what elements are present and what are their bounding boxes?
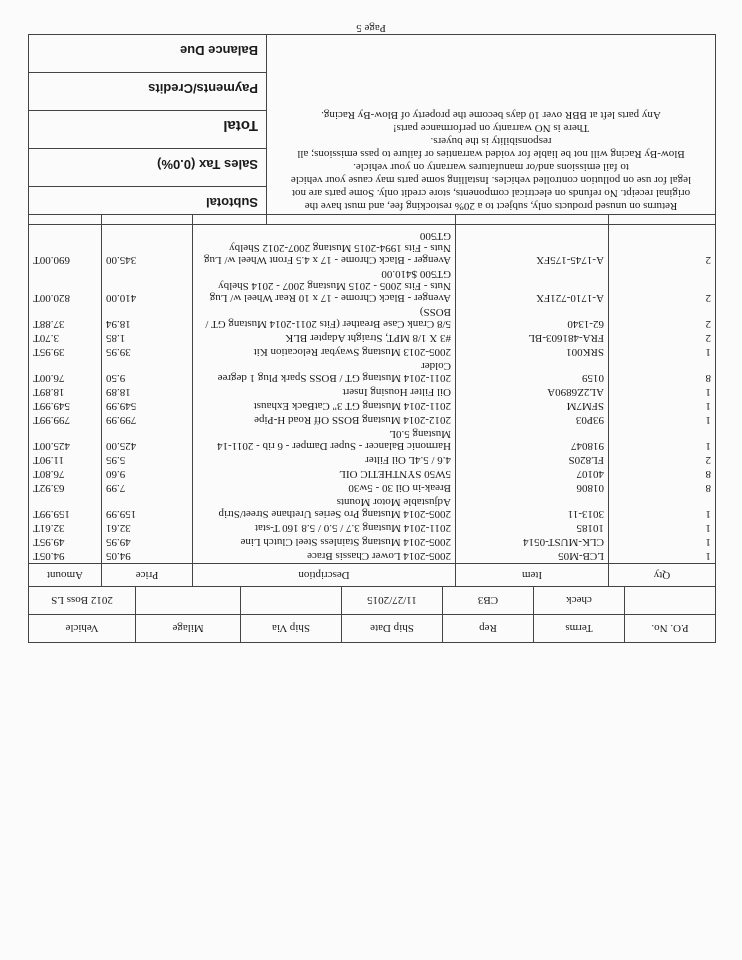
item-cell: 93P03 xyxy=(456,413,609,427)
description-line: 2011-2014 Mustang GT 3" CatBack Exhaust xyxy=(253,400,451,412)
amount-cell: 820.00T xyxy=(29,267,102,305)
description-line: GT500 $410.00 xyxy=(381,268,451,280)
amount-cell: 94.05T xyxy=(29,549,102,564)
description-cell xyxy=(193,495,456,521)
qty-cell: 1 xyxy=(609,399,716,413)
qty-cell: 1 xyxy=(609,521,716,535)
description-line: Harmonic Balancer - Super Damper - 6 rib - 2011-14 xyxy=(217,440,451,452)
description-cell xyxy=(193,305,456,331)
rep-label: Rep xyxy=(443,615,534,643)
ship-via-label: Ship Via xyxy=(241,615,342,643)
terms-line: Blow-By Racing will not be liable for voided warranties or failure to pass emissions; all xyxy=(297,148,685,160)
header-labels-row xyxy=(29,615,716,643)
description-line: Mustang 5.0L xyxy=(389,428,451,440)
price-cell: 1.85 xyxy=(102,331,193,345)
description-cell xyxy=(193,535,456,549)
description-line: Colder xyxy=(421,360,451,372)
qty-cell: 8 xyxy=(609,359,716,385)
item-cell: A-1745-175FX xyxy=(456,215,609,268)
price-cell: 32.61 xyxy=(102,521,193,535)
qty-cell: 2 xyxy=(609,305,716,331)
items-body xyxy=(29,215,716,564)
description-line: 2005-2014 Lower Chassis Brace xyxy=(307,550,451,562)
qty-cell: 2 xyxy=(609,267,716,305)
amount-cell: 425.00T xyxy=(29,427,102,453)
item-cell: 10185 xyxy=(456,521,609,535)
qty-cell: 1 xyxy=(609,385,716,399)
price-cell: 410.00 xyxy=(102,267,193,305)
item-cell: 62-1340 xyxy=(456,305,609,331)
description-cell xyxy=(193,345,456,359)
qty-cell: 2 xyxy=(609,453,716,467)
amount-cell: 18.89T xyxy=(29,385,102,399)
price-column-header: Price xyxy=(102,564,193,587)
total-label: Total xyxy=(29,111,267,149)
description-line: #3 X 1/8 MPT, Straight Adapter BLK xyxy=(285,332,451,344)
description-line: Avenger - Black Chrome - 17 x 4.5 Front Wheel w/ Lug xyxy=(203,254,451,266)
description-line: 2005-2014 Mustang Pro Series Urethane Street/Strip xyxy=(218,508,451,520)
price-cell: 5.95 xyxy=(102,453,193,467)
terms-label: Terms xyxy=(534,615,625,643)
description-line: 2005-2013 Mustang Swaybar Relocation Kit xyxy=(253,346,451,358)
amount-cell: 39.95T xyxy=(29,345,102,359)
item-cell: 0159 xyxy=(456,359,609,385)
description-line: 5W50 SYNTHETIC OIL xyxy=(339,468,451,480)
qty-cell: 2 xyxy=(609,215,716,268)
description-cell xyxy=(193,385,456,399)
description-line: Nuts - Fits 2005 - 2015 Mustang 2007 - 2014 Shelby xyxy=(218,280,451,292)
price-cell: 94.05 xyxy=(102,549,193,564)
payments-credits-label: Payments/Credits xyxy=(29,73,267,111)
description-line: 2012-2014 Mustang BOSS Off Road H-Pipe xyxy=(254,414,451,426)
table-row xyxy=(29,495,716,521)
description-cell xyxy=(193,481,456,495)
table-row xyxy=(29,305,716,331)
price-cell: 18.94 xyxy=(102,305,193,331)
description-cell xyxy=(193,521,456,535)
item-cell: CLK-MUST-0514 xyxy=(456,535,609,549)
item-cell: A-1710-721FX xyxy=(456,267,609,305)
description-line: Break-in Oil 30 - 5w30 xyxy=(348,482,451,494)
description-line: 4.6 / 5.4L Oil Filter xyxy=(365,454,451,466)
terms-line: responsibility is the buyers. xyxy=(430,135,552,147)
qty-cell: 1 xyxy=(609,345,716,359)
item-cell: 3013-11 xyxy=(456,495,609,521)
items-header-row xyxy=(29,564,716,587)
description-line: 2005-2014 Mustang Stainless Steel Clutch Line xyxy=(240,536,451,548)
amount-cell: 76.80T xyxy=(29,467,102,481)
amount-cell: 3.70T xyxy=(29,331,102,345)
ship-via-value xyxy=(241,587,342,615)
item-cell: FRA-481603-BL xyxy=(456,331,609,345)
subtotal-label: Subtotal xyxy=(29,187,267,225)
qty-cell: 1 xyxy=(609,413,716,427)
header-values-row xyxy=(29,587,716,615)
table-row xyxy=(29,535,716,549)
qty-cell: 1 xyxy=(609,535,716,549)
page-number: Page 5 xyxy=(356,22,386,34)
qty-cell: 1 xyxy=(609,427,716,453)
table-row xyxy=(29,481,716,495)
item-cell: SFM7M xyxy=(456,399,609,413)
terms-notice xyxy=(267,35,716,225)
table-row xyxy=(29,345,716,359)
price-cell: 18.89 xyxy=(102,385,193,399)
item-cell: 01806 xyxy=(456,481,609,495)
rep-value: CB3 xyxy=(443,587,534,615)
item-column-header: Item xyxy=(456,564,609,587)
amount-cell: 32.61T xyxy=(29,521,102,535)
amount-cell: 159.99T xyxy=(29,495,102,521)
table-row xyxy=(29,521,716,535)
footer-section xyxy=(28,34,716,225)
terms-line: to fail emissions and/or manufatures warranty on your vehicle. xyxy=(353,161,629,173)
po-no-value xyxy=(625,587,716,615)
price-cell: 425.00 xyxy=(102,427,193,453)
table-row xyxy=(29,549,716,564)
description-cell xyxy=(193,427,456,453)
price-cell: 9.60 xyxy=(102,467,193,481)
terms-line: Any parts left at BBR over 10 days become the property of Blow-By Racing. xyxy=(321,109,661,121)
terms-value: check xyxy=(534,587,625,615)
milage-value xyxy=(136,587,241,615)
amount-cell: 799.99T xyxy=(29,413,102,427)
price-cell: 9.50 xyxy=(102,359,193,385)
price-cell: 345.00 xyxy=(102,215,193,268)
amount-cell: 11.90T xyxy=(29,453,102,467)
ship-date-value: 11/27/2015 xyxy=(342,587,443,615)
amount-cell: 37.88T xyxy=(29,305,102,331)
amount-cell: 63.92T xyxy=(29,481,102,495)
order-header-table xyxy=(28,586,716,643)
description-cell xyxy=(193,399,456,413)
description-cell xyxy=(193,267,456,305)
table-row xyxy=(29,413,716,427)
price-cell: 799.99 xyxy=(102,413,193,427)
description-cell xyxy=(193,453,456,467)
description-line: Avenger - Black Chrome - 17 x 10 Rear Wheel w/ Lug xyxy=(209,292,451,304)
item-cell: LCB-M05 xyxy=(456,549,609,564)
amount-cell: 49.95T xyxy=(29,535,102,549)
balance-due-label: Balance Due xyxy=(29,35,267,73)
table-row xyxy=(29,467,716,481)
sales-tax-label: Sales Tax (0.0%) xyxy=(29,149,267,187)
table-row xyxy=(29,385,716,399)
price-cell: 49.95 xyxy=(102,535,193,549)
qty-cell: 1 xyxy=(609,549,716,564)
item-cell: FL820S xyxy=(456,453,609,467)
line-items-table xyxy=(28,214,716,587)
footer-row-1 xyxy=(29,187,716,225)
table-row xyxy=(29,267,716,305)
description-line: 5/8 Crank Case Breather (Fits 2011-2014 Mustang GT / xyxy=(205,318,451,330)
terms-line: There is NO warranty on performance parts! xyxy=(392,122,590,134)
terms-line: original receipt. No refunds on electrical components, store credit only. Some parts are not xyxy=(291,187,691,199)
terms-line: legal for use on pollution controlled vehicles. Installing some parts may cause your vehicle xyxy=(290,174,692,186)
table-row xyxy=(29,399,716,413)
terms-line: Returns on unused products only, subject to a 20% restocking fee, and must have the xyxy=(304,200,678,212)
amount-cell: 549.99T xyxy=(29,399,102,413)
description-cell xyxy=(193,359,456,385)
description-line: BOSS) xyxy=(419,306,451,318)
price-cell: 159.99 xyxy=(102,495,193,521)
price-cell: 549.99 xyxy=(102,399,193,413)
description-line: Adjustable Motor Mounts xyxy=(336,496,451,508)
vehicle-label: Vehicle xyxy=(29,615,136,643)
table-row xyxy=(29,453,716,467)
description-cell xyxy=(193,549,456,564)
qty-cell: 8 xyxy=(609,467,716,481)
description-column-header: Description xyxy=(193,564,456,587)
qty-column-header: Qty xyxy=(609,564,716,587)
price-cell: 7.99 xyxy=(102,481,193,495)
description-cell xyxy=(193,413,456,427)
item-cell: AL2Z6890A xyxy=(456,385,609,399)
qty-cell: 1 xyxy=(609,495,716,521)
description-cell xyxy=(193,467,456,481)
description-cell xyxy=(193,331,456,345)
price-cell: 39.95 xyxy=(102,345,193,359)
amount-cell: 76.00T xyxy=(29,359,102,385)
item-cell: 918047 xyxy=(456,427,609,453)
description-line: 2011-2014 Mustang 3.7 / 5.0 / 5.8 160 T-stat xyxy=(254,522,451,534)
qty-cell: 2 xyxy=(609,331,716,345)
amount-cell: 690.00T xyxy=(29,215,102,268)
table-row xyxy=(29,331,716,345)
item-cell: SRK001 xyxy=(456,345,609,359)
description-line: GT500 xyxy=(419,230,451,242)
qty-cell: 8 xyxy=(609,481,716,495)
amount-column-header: Amount xyxy=(29,564,102,587)
description-line: Oil Filter Housing Insert xyxy=(342,386,451,398)
milage-label: Milage xyxy=(136,615,241,643)
vehicle-value: 2012 Boss LS xyxy=(29,587,136,615)
description-line: 2011-2014 Mustang GT / BOSS Spark Plug 1 degree xyxy=(217,372,451,384)
description-line: Nuts - Fits 1994-2015 Mustang 2007-2012 Shelby xyxy=(229,242,451,254)
po-no-label: P.O. No. xyxy=(625,615,716,643)
table-row xyxy=(29,359,716,385)
item-cell: 40107 xyxy=(456,467,609,481)
table-row xyxy=(29,427,716,453)
ship-date-label: Ship Date xyxy=(342,615,443,643)
